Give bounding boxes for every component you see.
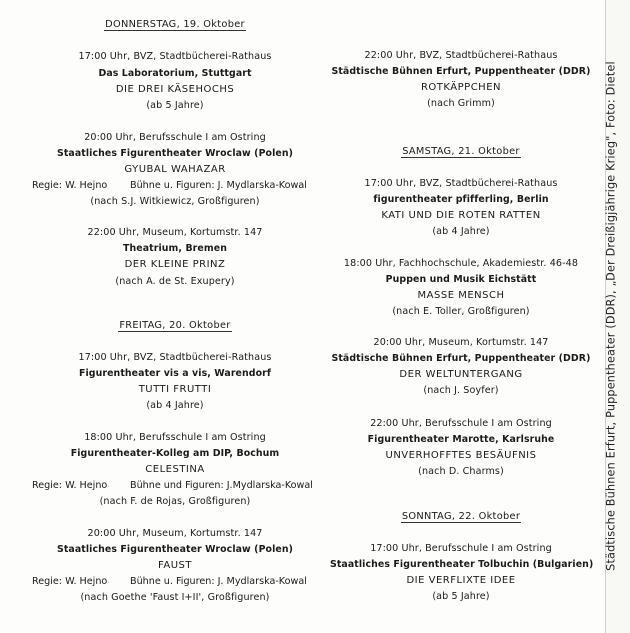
event-company: Figurentheater vis a vis, Warendorf	[78, 368, 272, 379]
event-time-venue: 18:00 Uhr, Berufsschule I am Ostring	[84, 432, 266, 443]
day-heading-sunday: SONNTAG, 22. Oktober	[401, 511, 521, 522]
event-title: CELESTINA	[145, 464, 205, 475]
event-buehne: Bühne und Figuren: J.Mydlarska-Kowal	[130, 480, 313, 491]
event-title: DIE DREI KÄSEHOCHS	[115, 84, 235, 95]
event-note: (nach F. de Rojas, Großfiguren)	[99, 496, 251, 507]
event-company: Städtische Bühnen Erfurt, Puppentheater (DDR)	[331, 353, 591, 364]
event-note: (ab 4 Jahre)	[146, 400, 204, 411]
event-time-venue: 22:00 Uhr, Museum, Kortumstr. 147	[87, 227, 263, 238]
event-time-venue: 22:00 Uhr, Berufsschule I am Ostring	[370, 418, 552, 429]
event-title: GYUBAL WAHAZAR	[124, 164, 226, 175]
event-buehne: Bühne u. Figuren: J. Mydlarska-Kowal	[130, 576, 307, 587]
event-company: Puppen und Musik Eichstätt	[385, 274, 537, 285]
event-title: DIE VERFLIXTE IDEE	[406, 575, 516, 586]
event-company: Staatliches Figurentheater Wroclaw (Polen)	[56, 544, 294, 555]
event-time-venue: 18:00 Uhr, Fachhochschule, Akademiestr. 46-48	[343, 258, 579, 269]
event-time-venue: 20:00 Uhr, Museum, Kortumstr. 147	[87, 528, 263, 539]
event-note: (nach Grimm)	[427, 98, 495, 109]
event-regie: Regie: W. Hejno	[32, 180, 108, 191]
event-company: Staatliches Figurentheater Tolbuchin (Bulgarien)	[330, 559, 594, 570]
event-title: ROTKÄPPCHEN	[420, 82, 501, 93]
event-note: (nach S.J. Witkiewicz, Großfiguren)	[90, 196, 260, 207]
event-company: Figurentheater-Kolleg am DIP, Bochum	[70, 448, 280, 459]
event-title: KATI UND DIE ROTEN RATTEN	[381, 210, 541, 221]
event-time-venue: 17:00 Uhr, BVZ, Stadtbücherei-Rathaus	[78, 352, 272, 363]
event-time-venue: 20:00 Uhr, Museum, Kortumstr. 147	[373, 337, 549, 348]
event-note: (nach A. de St. Exupery)	[115, 276, 235, 287]
event-time-venue: 22:00 Uhr, BVZ, Stadtbücherei-Rathaus	[364, 50, 558, 61]
photo-caption: Städtische Bühnen Erfurt, Puppentheater (DDR), „Der Dreißigjährige Krieg", Foto: Dietel	[604, 61, 618, 571]
event-time-venue: 17:00 Uhr, Berufsschule I am Ostring	[370, 543, 552, 554]
event-regie: Regie: W. Hejno	[32, 480, 108, 491]
event-note: (nach Goethe 'Faust I+II', Großfiguren)	[80, 592, 270, 603]
event-company: Figurentheater Marotte, Karlsruhe	[367, 434, 555, 445]
event-note: (ab 5 Jahre)	[146, 100, 204, 111]
event-note: (nach D. Charms)	[418, 466, 504, 477]
event-note: (ab 4 Jahre)	[432, 226, 490, 237]
day-heading-friday: FREITAG, 20. Oktober	[119, 320, 231, 331]
event-title: FAUST	[158, 560, 192, 571]
event-company: Städtische Bühnen Erfurt, Puppentheater (DDR)	[331, 66, 591, 77]
event-note: (ab 5 Jahre)	[432, 591, 490, 602]
event-company: Das Laboratorium, Stuttgart	[98, 68, 252, 79]
event-buehne: Bühne u. Figuren: J. Mydlarska-Kowal	[130, 180, 307, 191]
event-title: TUTTI FRUTTI	[138, 384, 212, 395]
event-company: Theatrium, Bremen	[123, 243, 227, 254]
event-time-venue: 17:00 Uhr, BVZ, Stadtbücherei-Rathaus	[78, 51, 272, 62]
day-heading-saturday: SAMSTAG, 21. Oktober	[402, 146, 520, 157]
event-note: (nach J. Soyfer)	[423, 385, 499, 396]
event-company: figurentheater pfifferling, Berlin	[373, 194, 549, 205]
event-title: DER KLEINE PRINZ	[124, 259, 226, 270]
event-time-venue: 20:00 Uhr, Berufsschule I am Ostring	[84, 132, 266, 143]
event-regie: Regie: W. Hejno	[32, 576, 108, 587]
event-company: Staatliches Figurentheater Wroclaw (Polen)	[56, 148, 294, 159]
event-time-venue: 17:00 Uhr, BVZ, Stadtbücherei-Rathaus	[364, 178, 558, 189]
event-note: (nach E. Toller, Großfiguren)	[392, 306, 530, 317]
event-title: DER WELTUNTERGANG	[399, 369, 523, 380]
event-title: UNVERHOFFTES BESÄUFNIS	[385, 450, 537, 461]
event-title: MASSE MENSCH	[417, 290, 505, 301]
day-heading-thursday: DONNERSTAG, 19. Oktober	[105, 19, 245, 30]
